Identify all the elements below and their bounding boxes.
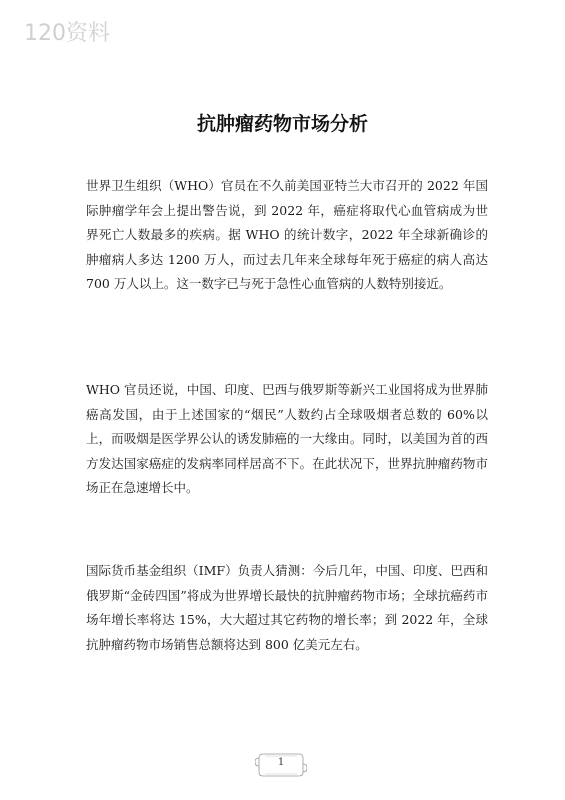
paragraph-1: 世界卫生组织（WHO）官员在不久前美国亚特兰大市召开的 2022 年国际肿瘤学年会上提出警告说，到 2022 年，癌症将取代心血管病成为世界死亡人数最多的疾病。据 WHO 的统计数字，2022 年全球新确诊的肿瘤病人多达 1200 万人，而过去几年来全球每年死于癌症的病人高达 700 万人以上。这一数字已与死于急性心血管病的人数特别接近。 <box>86 178 488 291</box>
document-title: 抗肿瘤药物市场分析 <box>196 112 368 135</box>
watermark-logo: 120资料 <box>24 21 110 46</box>
paragraph-2: WHO 官员还说，中国、印度、巴西与俄罗斯等新兴工业国将成为世界肺癌高发国，由于上述国家的“烟民”人数约占全球吸烟者总数的 60%以上，而吸烟是医学界公认的诱发肺癌的一大缘由。同时，以美国为首的西方发达国家癌症的发病率同样居高不下。在此状况下，世界抗肿瘤药物市场正在急速增长中。 <box>86 382 488 495</box>
page-number: 1 <box>277 757 285 768</box>
paragraph-3: 国际货币基金组织（IMF）负责人猜测：今后几年，中国、印度、巴西和俄罗斯“金砖四国”将成为世界增长最快的抗肿瘤药物市场；全球抗癌药市场年增长率将达 15%，大大超过其它药物的增长率；到 2022 年，全球抗肿瘤药物市场销售总额将达到 800 亿美元左右。 <box>86 563 488 652</box>
page-number-badge <box>255 748 307 780</box>
